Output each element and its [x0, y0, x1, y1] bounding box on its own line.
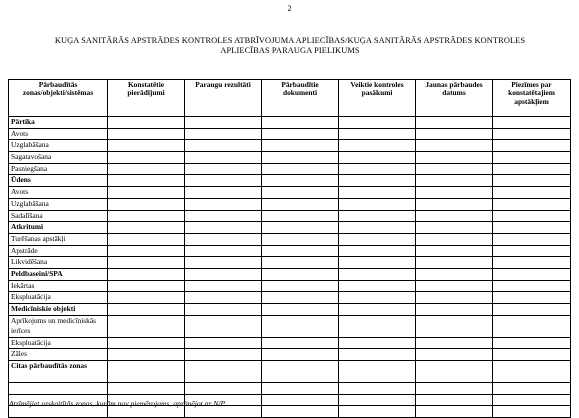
table-cell [262, 383, 339, 395]
section-row [9, 222, 571, 234]
table-cell [416, 163, 493, 175]
row-label: Likvidēšana [9, 257, 108, 269]
table-row [9, 245, 571, 257]
table-cell [416, 152, 493, 164]
table-cell [416, 292, 493, 304]
table-cell [493, 361, 571, 383]
table-row [9, 187, 571, 199]
table-cell [493, 349, 571, 361]
table-cell [416, 315, 493, 337]
table-cell [416, 245, 493, 257]
table-cell [262, 292, 339, 304]
table-cell [108, 349, 185, 361]
table-cell [339, 175, 416, 187]
table-row [9, 383, 571, 395]
table-cell [416, 394, 493, 406]
table-cell [493, 394, 571, 406]
table-cell [339, 292, 416, 304]
table-cell [493, 163, 571, 175]
table-cell [262, 233, 339, 245]
table-cell [339, 198, 416, 210]
table-cell [262, 406, 339, 418]
row-label: Iekārtas [9, 280, 108, 292]
table-cell [108, 128, 185, 140]
table-cell [262, 315, 339, 337]
table-cell [262, 280, 339, 292]
table-cell [416, 175, 493, 187]
table-cell [185, 349, 262, 361]
table-cell [493, 222, 571, 234]
table-cell [108, 163, 185, 175]
table-row [9, 152, 571, 164]
table-cell [339, 257, 416, 269]
page-number: 2 [287, 4, 292, 13]
table-cell [493, 152, 571, 164]
header-evidence: Konstatētie pierādījumi [108, 80, 185, 117]
header-control-measures: Veiktie kontroles pasākumi [339, 80, 416, 117]
table-cell [108, 361, 185, 383]
table-cell [185, 315, 262, 337]
table-cell [493, 383, 571, 395]
row-label: Avots [9, 187, 108, 199]
table-cell [416, 304, 493, 316]
footnote: Atzīmējiet uzskaitītās zonas, kurām nav piemērojams, apzīmējot ar N/P [9, 399, 226, 408]
row-label: Zāles [9, 349, 108, 361]
table-cell [185, 128, 262, 140]
table-cell [339, 187, 416, 199]
table-cell [262, 337, 339, 349]
table-body [9, 117, 571, 418]
table-cell [493, 304, 571, 316]
table-cell [262, 394, 339, 406]
table-cell [339, 117, 416, 129]
header-remarks: Piezīmes par konstatētajiem apstākļiem [493, 80, 571, 117]
table-cell [262, 128, 339, 140]
table-cell [493, 187, 571, 199]
title-line-1: KUĢA SANITĀRĀS APSTRĀDES KONTROLES ATBRĪVOJUMA APLIECĪBAS/KUĢA SANITĀRĀS APSTRĀDES KONTROLES [54, 36, 526, 45]
table-row [9, 337, 571, 349]
section-row [9, 268, 571, 280]
table-cell [416, 233, 493, 245]
row-label: Medicīniskie objekti [9, 304, 108, 316]
table-cell [108, 337, 185, 349]
table-cell [185, 268, 262, 280]
table-cell [185, 140, 262, 152]
table-cell [493, 406, 571, 418]
table-row [9, 198, 571, 210]
header-documents: Pārbaudītie dokumenti [262, 80, 339, 117]
table-cell [262, 175, 339, 187]
row-label [9, 383, 108, 395]
table-cell [108, 304, 185, 316]
table-cell [185, 304, 262, 316]
table-cell [339, 233, 416, 245]
table-cell [416, 268, 493, 280]
table-cell [416, 383, 493, 395]
table-cell [262, 304, 339, 316]
table-cell [493, 257, 571, 269]
row-label: Pārtika [9, 117, 108, 129]
table-cell [262, 349, 339, 361]
table-cell [493, 128, 571, 140]
table-cell [185, 280, 262, 292]
table-cell [185, 257, 262, 269]
table-cell [108, 175, 185, 187]
table-cell [108, 233, 185, 245]
table-row [9, 315, 571, 337]
table-cell [108, 152, 185, 164]
table-cell [108, 383, 185, 395]
table-cell [339, 361, 416, 383]
table-cell [108, 257, 185, 269]
table-cell [185, 175, 262, 187]
table-cell [339, 280, 416, 292]
table-cell [108, 245, 185, 257]
table-cell [185, 245, 262, 257]
table-cell [493, 337, 571, 349]
table-cell [262, 222, 339, 234]
table-cell [185, 361, 262, 383]
table-cell [185, 117, 262, 129]
table-cell [339, 152, 416, 164]
table-cell [416, 140, 493, 152]
table-cell [493, 175, 571, 187]
row-label: Uzglabāšana [9, 140, 108, 152]
table-cell [339, 128, 416, 140]
table-cell [339, 163, 416, 175]
table-cell [339, 140, 416, 152]
table-cell [108, 222, 185, 234]
table-cell [416, 198, 493, 210]
row-label: Avots [9, 128, 108, 140]
table-cell [339, 383, 416, 395]
table-cell [262, 257, 339, 269]
table-cell [493, 280, 571, 292]
row-label: Aprīkojums un medicīniskās ierīces [9, 315, 108, 337]
table-cell [185, 292, 262, 304]
table-cell [416, 117, 493, 129]
table-cell [493, 315, 571, 337]
table-row [9, 140, 571, 152]
table-cell [493, 140, 571, 152]
table-cell [185, 210, 262, 222]
table-row [9, 233, 571, 245]
table-cell [185, 187, 262, 199]
table-cell [108, 280, 185, 292]
section-row [9, 117, 571, 129]
row-label: Sagatavošana [9, 152, 108, 164]
table-cell [108, 292, 185, 304]
table-cell [339, 349, 416, 361]
table-cell [339, 406, 416, 418]
row-label: Atkritumi [9, 222, 108, 234]
title-line-2: APLIECĪBAS PARAUGA PIELIKUMS [220, 46, 360, 55]
table-cell [185, 152, 262, 164]
table-cell [493, 292, 571, 304]
table-cell [339, 210, 416, 222]
section-row [9, 304, 571, 316]
table-cell [416, 361, 493, 383]
table-cell [339, 222, 416, 234]
table-cell [416, 128, 493, 140]
table-cell [339, 337, 416, 349]
table-cell [493, 117, 571, 129]
table-row [9, 128, 571, 140]
table-cell [262, 245, 339, 257]
table-cell [416, 257, 493, 269]
table-row [9, 292, 571, 304]
table-cell [416, 349, 493, 361]
table-cell [262, 268, 339, 280]
table-cell [108, 187, 185, 199]
table-cell [339, 394, 416, 406]
table-cell [339, 304, 416, 316]
table-cell [185, 163, 262, 175]
table-row [9, 280, 571, 292]
table-header-row [9, 80, 571, 117]
row-label: Ūdens [9, 175, 108, 187]
table-cell [185, 222, 262, 234]
row-label: Apstrāde [9, 245, 108, 257]
section-row [9, 361, 571, 383]
table-cell [493, 245, 571, 257]
table-cell [262, 140, 339, 152]
document-title [20, 36, 560, 56]
table-cell [416, 280, 493, 292]
table-cell [493, 268, 571, 280]
header-reinspection-date: Jaunas pārbaudes datums [416, 80, 493, 117]
table-row [9, 349, 571, 361]
table-cell [262, 117, 339, 129]
table-cell [262, 361, 339, 383]
header-sample-results: Paraugu rezultāti [185, 80, 262, 117]
table-cell [108, 140, 185, 152]
table-row [9, 163, 571, 175]
table-cell [262, 187, 339, 199]
table-cell [108, 210, 185, 222]
table-cell [185, 198, 262, 210]
table-row [9, 257, 571, 269]
table-cell [108, 117, 185, 129]
table-cell [262, 163, 339, 175]
header-zones: Pārbaudītās zonas/objekti/sistēmas [9, 80, 108, 117]
table-cell [185, 233, 262, 245]
table-cell [108, 315, 185, 337]
row-label: Peldbaseini/SPA [9, 268, 108, 280]
table-cell [339, 268, 416, 280]
table-cell [108, 268, 185, 280]
table-cell [493, 210, 571, 222]
row-label: Sadalīšana [9, 210, 108, 222]
table-cell [185, 337, 262, 349]
row-label: Ekspluatācija [9, 337, 108, 349]
table-cell [185, 383, 262, 395]
table-cell [416, 406, 493, 418]
table-cell [262, 198, 339, 210]
table-cell [416, 222, 493, 234]
inspection-table [8, 79, 571, 418]
table-cell [262, 210, 339, 222]
row-label: Uzglabāšana [9, 198, 108, 210]
row-label: Citas pārbaudītās zonas [9, 361, 108, 383]
table-cell [108, 198, 185, 210]
row-label: Pasniegšana [9, 163, 108, 175]
section-row [9, 175, 571, 187]
table-cell [493, 198, 571, 210]
row-label: Turēšanas apstākļi [9, 233, 108, 245]
table-row [9, 210, 571, 222]
table-cell [416, 337, 493, 349]
table-cell [262, 152, 339, 164]
table-cell [339, 245, 416, 257]
row-label: Ekspluatācija [9, 292, 108, 304]
table-cell [493, 233, 571, 245]
table-cell [416, 187, 493, 199]
table-cell [416, 210, 493, 222]
table-cell [339, 315, 416, 337]
